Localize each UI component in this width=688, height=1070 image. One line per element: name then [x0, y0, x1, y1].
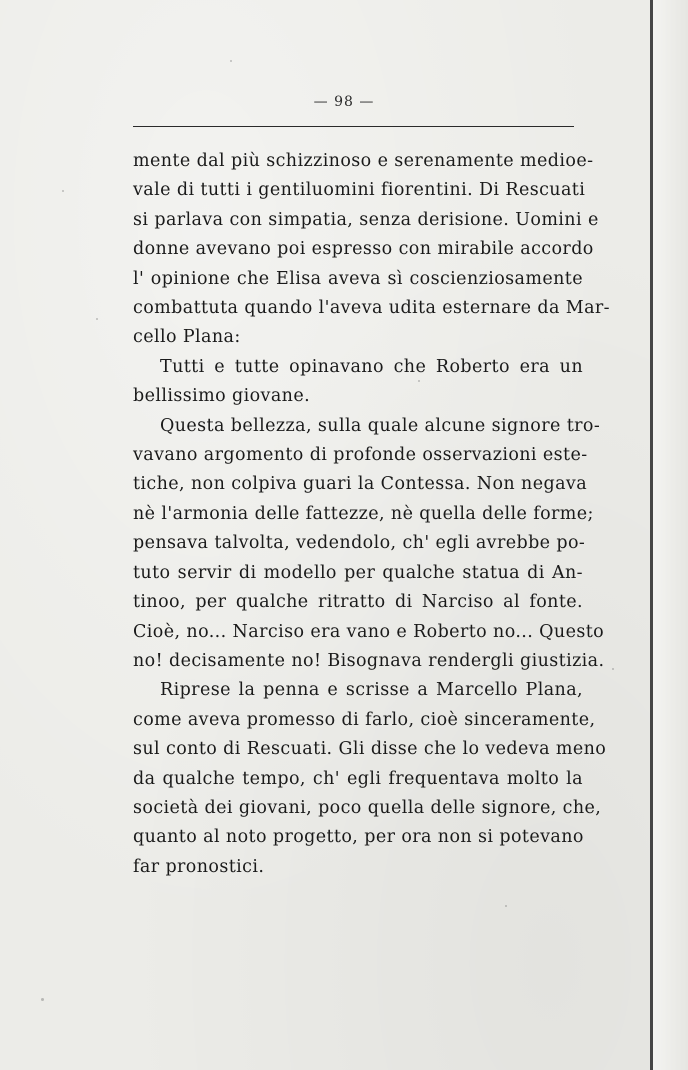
text-line: tinoo, per qualche ritratto di Narciso al fonte. — [133, 592, 583, 613]
text-line: vavano argomento di profonde osservazioni este- — [133, 445, 588, 466]
text-line: l' opinione che Elisa aveva sì coscienziosamente — [133, 268, 583, 289]
text-line: Riprese la penna e scrisse a Marcello Plana, — [160, 680, 583, 701]
text-line: Tutti e tutte opinavano che Roberto era un — [160, 356, 583, 377]
text-line: sul conto di Rescuati. Gli disse che lo vedeva meno — [133, 739, 607, 760]
page-number: — 98 — — [313, 94, 375, 110]
text-line: quanto al noto progetto, per ora non si potevano — [133, 827, 584, 848]
text-line: Questa bellezza, sulla quale alcune signore tro- — [160, 415, 601, 436]
header-rule — [133, 126, 574, 127]
text-line: donne avevano poi espresso con mirabile accordo — [133, 239, 594, 260]
text-line: bellissimo giovane. — [133, 386, 311, 407]
page-margin-shadow — [653, 0, 688, 1070]
body-text — [133, 147, 610, 882]
text-line: come aveva promesso di farlo, cioè sinceramente, — [133, 709, 596, 730]
text-line: nè l'armonia delle fattezze, nè quella delle forme; — [133, 503, 594, 524]
text-line: pensava talvolta, vedendolo, ch' egli avrebbe po- — [133, 533, 586, 554]
text-line: cello Plana: — [133, 327, 241, 348]
text-line: mente dal più schizzinoso e serenamente medioe- — [133, 151, 594, 171]
text-line: vale di tutti i gentiluomini fiorentini. Di Rescuati — [133, 180, 586, 201]
text-line: si parlava con simpatia, senza derisione. Uomini e — [133, 209, 599, 230]
text-line: combattuta quando l'aveva udita esternare da Mar- — [133, 298, 610, 319]
text-line: tiche, non colpiva guari la Contessa. Non negava — [133, 474, 588, 495]
text-line: società dei giovani, poco quella delle signore, che, — [133, 797, 602, 818]
text-line: far pronostici. — [133, 856, 265, 877]
text-line: Cioè, no... Narciso era vano e Roberto no... Questo — [133, 621, 605, 642]
text-line: tuto servir di modello per qualche statua di An- — [133, 562, 583, 583]
text-line: no! decisamente no! Bisognava rendergli giustizia. — [133, 650, 605, 671]
text-line: da qualche tempo, ch' egli frequentava molto la — [133, 768, 583, 789]
